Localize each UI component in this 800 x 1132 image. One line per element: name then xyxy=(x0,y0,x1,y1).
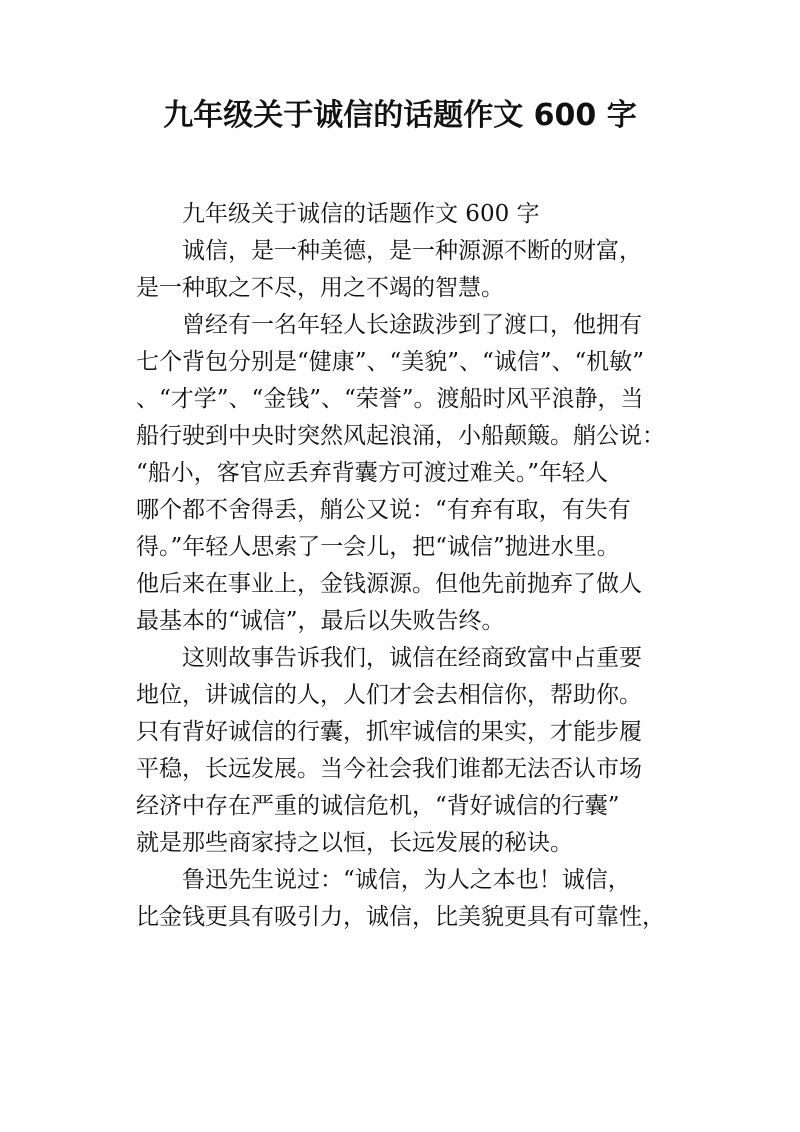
body-line: 九年级关于诚信的话题作文 600 字 xyxy=(182,201,540,227)
body-line: 哪个都不舍得丢，艄公又说：“有弃有取，有失有 xyxy=(136,497,631,523)
body-line: 地位，讲诚信的人，人们才会去相信你，帮助你。 xyxy=(136,682,642,708)
body-line: 经济中存在严重的诚信危机，“背好诚信的行囊” xyxy=(136,793,620,819)
body-line: 是一种取之不尽，用之不竭的智慧。 xyxy=(136,275,504,301)
body-line: 只有背好诚信的行囊，抓牢诚信的果实，才能步履 xyxy=(136,719,642,745)
body-line: 七个背包分别是“健康”、“美貌”、“诚信”、“机敏” xyxy=(136,349,645,375)
body-line: 平稳，长远发展。当今社会我们谁都无法否认市场 xyxy=(136,756,642,782)
body-line: 就是那些商家持之以恒，长远发展的秘诀。 xyxy=(136,830,573,856)
body-line: 诚信，是一种美德，是一种源源不断的财富， xyxy=(182,238,642,264)
body-line: 得。”年轻人思索了一会儿，把“诚信”抛进水里。 xyxy=(136,534,620,560)
body-line: 曾经有一名年轻人长途跋涉到了渡口，他拥有 xyxy=(182,312,642,338)
body-line: 这则故事告诉我们，诚信在经商致富中占重要 xyxy=(182,645,642,671)
document-title: 九年级关于诚信的话题作文 600 字 xyxy=(163,98,637,133)
body-line: “船小，客官应丢弃背囊方可渡过难关。”年轻人 xyxy=(136,460,609,486)
body-line: 比金钱更具有吸引力，诚信，比美貌更具有可靠性， xyxy=(136,904,665,930)
document-body xyxy=(136,196,670,936)
body-line: 最基本的“诚信”，最后以失败告终。 xyxy=(136,608,505,634)
body-line: 船行驶到中央时突然风起浪涌，小船颠簸。艄公说： xyxy=(136,423,665,449)
body-line: 、“才学”、“金钱”、“荣誉”。渡船时风平浪静，当 xyxy=(136,386,644,412)
body-line: 鲁迅先生说过：“诚信，为人之本也！诚信， xyxy=(182,867,631,893)
body-line: 他后来在事业上，金钱源源。但他先前抛弃了做人 xyxy=(136,571,642,597)
